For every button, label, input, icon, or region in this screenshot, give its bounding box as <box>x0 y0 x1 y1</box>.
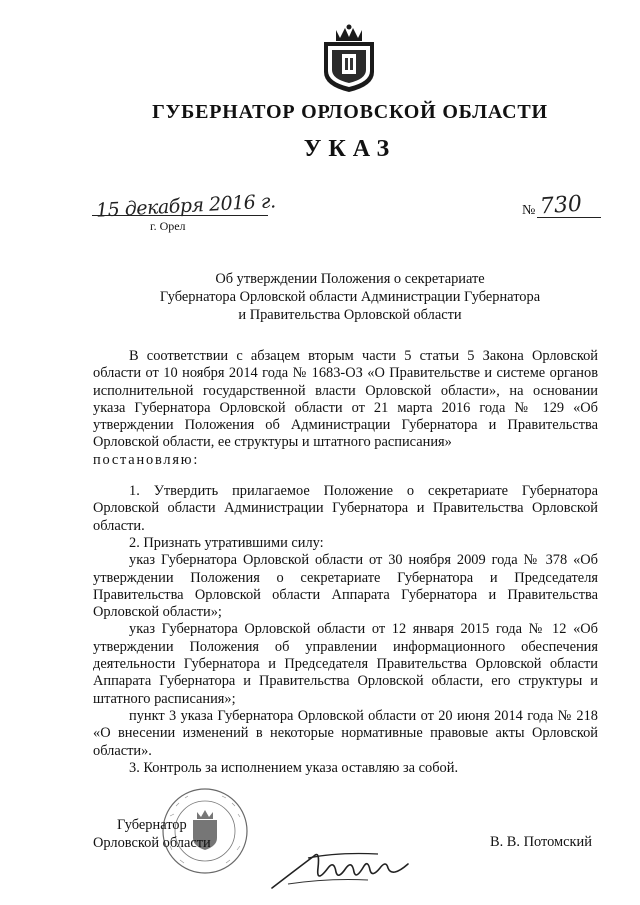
item-2c: пункт 3 указа Губернатора Орловской области от 20 июня 2014 года № 218 «О внесении изменений в некоторые нормативные правовые акты Орловской области». <box>93 707 598 759</box>
decree-subject <box>120 270 580 324</box>
decree-word: постановляю: <box>93 451 200 468</box>
preamble: В соответствии с абзацем вторым части 5 статьи 5 Закона Орловской области от 10 ноября 2014 года № 1683-ОЗ «О Правительстве и системе органов исполнительной государственной власти Орловской области», на основании указа Губернатора Орловской области от 21 марта 2016 года № 129 «Об утверждении Положения об Администрации Губернатора и Правительства Орловской области, ее структуры и штатного расписания» <box>93 348 598 451</box>
signatory-title <box>93 816 211 852</box>
handwritten-signature-icon <box>268 838 418 894</box>
item-1: 1. Утвердить прилагаемое Положение о секретариате Губернатора Орловской области Администрации Губернатора и Правительства Орловской области. <box>93 483 598 534</box>
subject-line-1: Об утверждении Положения о секретариате <box>215 271 485 287</box>
item-2a: указ Губернатора Орловской области от 30 ноября 2009 года № 378 «Об утверждении Положения о секретариате Губернатора и Председателя Правительства Орловской области Аппарата Губернатора и Правительства Орловской области»; <box>93 552 598 621</box>
item-2b: указ Губернатора Орловской области от 12 января 2015 года № 12 «Об утверждении Положения об управлении информационного обеспечения деятельности Губернатора и Председателя Правительства Орловской области Аппарата Губернатора и Правительства Орловской области, его структуры и штатного расписания»; <box>93 621 598 707</box>
signatory-title-line-2: Орловской области <box>93 835 211 851</box>
signatory-name: В. В. Потомский <box>490 834 592 850</box>
decree-number: 730 <box>539 191 583 220</box>
subject-line-2: Губернатора Орловской области Администрации Губернатора <box>159 289 541 305</box>
city: г. Орел <box>150 219 186 233</box>
number-label: № <box>522 203 536 218</box>
governor-title: ГУБЕРНАТОР ОРЛОВСКОЙ ОБЛАСТИ <box>152 101 548 123</box>
coat-of-arms-icon <box>318 24 380 94</box>
item-3: 3. Контроль за исполнением указа оставляю за собой. <box>129 759 459 776</box>
decree-date: 15 декабря 2016 г. <box>95 190 277 222</box>
date-underline <box>92 215 268 216</box>
decree-body <box>93 348 598 777</box>
subject-line-3: и Правительства Орловской области <box>238 307 462 323</box>
item-2: 2. Признать утратившими силу: <box>129 534 324 551</box>
number-underline <box>537 217 601 218</box>
signatory-title-line-1: Губернатор <box>117 817 187 833</box>
document-type: УКАЗ <box>303 136 397 162</box>
